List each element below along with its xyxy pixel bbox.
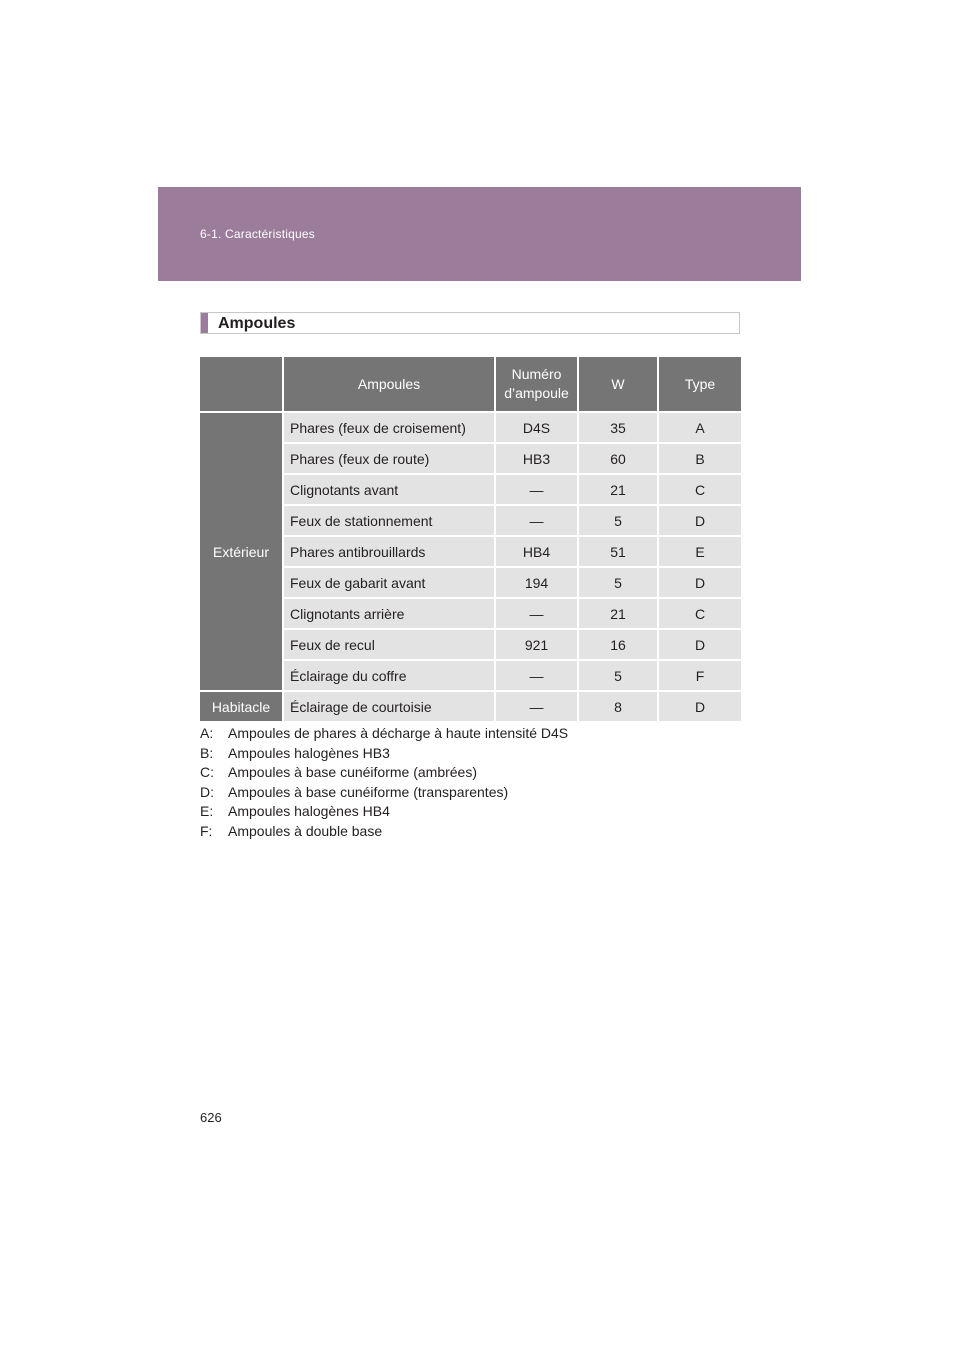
header-cell-bulb-number-line: d’ampoule xyxy=(504,385,569,401)
bulb-name-cell: Feux de recul xyxy=(284,630,496,661)
legend-item xyxy=(200,724,568,744)
bulbs-table xyxy=(200,357,741,723)
watts-cell: 16 xyxy=(579,630,659,661)
section-title-bar xyxy=(200,312,740,334)
type-cell: D xyxy=(659,506,741,537)
bulb-number-cell: — xyxy=(496,692,579,723)
watts-cell: 35 xyxy=(579,411,659,444)
bulb-name-cell: Phares (feux de route) xyxy=(284,444,496,475)
watts-cell: 5 xyxy=(579,661,659,692)
legend-text: Ampoules de phares à décharge à haute intensité D4S xyxy=(228,725,569,741)
header-cell-bulb-number-line: Numéro xyxy=(511,366,562,383)
bulb-number-cell: — xyxy=(496,599,579,630)
bulb-number-cell: 921 xyxy=(496,630,579,661)
type-cell: D xyxy=(659,692,741,723)
table-body xyxy=(200,411,741,723)
legend-key: F: xyxy=(200,822,213,839)
table-row xyxy=(200,411,741,444)
header-cell-type: Type xyxy=(659,357,741,411)
bulb-name-cell: Feux de stationnement xyxy=(284,506,496,537)
legend-text: Ampoules à base cunéiforme (ambrées) xyxy=(228,764,478,780)
watts-cell: 21 xyxy=(579,475,659,506)
type-cell: D xyxy=(659,630,741,661)
bulb-number-cell: 194 xyxy=(496,568,579,599)
section-title: Ampoules xyxy=(218,315,296,332)
watts-cell: 51 xyxy=(579,537,659,568)
bulb-name-cell: Phares (feux de croisement) xyxy=(284,411,496,444)
type-legend xyxy=(200,724,568,841)
legend-item xyxy=(200,802,568,822)
bulb-number-cell: — xyxy=(496,506,579,537)
header-cell-group xyxy=(200,357,284,411)
group-label: Extérieur xyxy=(200,411,284,692)
type-cell: F xyxy=(659,661,741,692)
type-cell: C xyxy=(659,475,741,506)
legend-item xyxy=(200,783,568,803)
header-cell-watts: W xyxy=(579,357,659,411)
legend-key: C: xyxy=(200,764,214,780)
type-cell: E xyxy=(659,537,741,568)
legend-key: E: xyxy=(200,803,214,819)
group-label: Habitacle xyxy=(200,692,284,723)
legend-text: Ampoules halogènes HB3 xyxy=(228,744,390,761)
header-cell-bulbs: Ampoules xyxy=(284,357,496,411)
bulb-name-cell: Clignotants arrière xyxy=(284,599,496,630)
legend-item xyxy=(200,822,568,842)
bulb-number-cell: — xyxy=(496,475,579,506)
watts-cell: 60 xyxy=(579,444,659,475)
bulb-name-cell: Phares antibrouillards xyxy=(284,537,496,568)
bulb-number-cell: D4S xyxy=(496,411,579,444)
chapter-header xyxy=(158,187,801,281)
type-cell: B xyxy=(659,444,741,475)
type-cell: D xyxy=(659,568,741,599)
legend-key: D: xyxy=(200,783,214,800)
watts-cell: 5 xyxy=(579,568,659,599)
legend-text: Ampoules à base cunéiforme (transparentes) xyxy=(228,783,509,800)
watts-cell: 5 xyxy=(579,506,659,537)
section-label: 6-1. Caractéristiques xyxy=(200,227,315,241)
legend-text: Ampoules halogènes HB4 xyxy=(228,803,390,819)
page-number: 626 xyxy=(200,1110,222,1125)
legend-item xyxy=(200,763,568,783)
table-header-row xyxy=(200,357,741,411)
watts-cell: 21 xyxy=(579,599,659,630)
table-row xyxy=(200,692,741,723)
title-accent-bar xyxy=(201,313,208,333)
header-cell-bulb-number xyxy=(496,357,579,411)
bulb-number-cell: HB4 xyxy=(496,537,579,568)
type-cell: A xyxy=(659,411,741,444)
legend-text: Ampoules à double base xyxy=(228,822,383,839)
legend-key: A: xyxy=(200,725,214,741)
legend-key: B: xyxy=(200,744,214,761)
legend-item xyxy=(200,744,568,764)
watts-cell: 8 xyxy=(579,692,659,723)
bulb-name-cell: Clignotants avant xyxy=(284,475,496,506)
bulb-number-cell: HB3 xyxy=(496,444,579,475)
bulb-name-cell: Feux de gabarit avant xyxy=(284,568,496,599)
type-cell: C xyxy=(659,599,741,630)
bulb-name-cell: Éclairage du coffre xyxy=(284,661,496,692)
bulb-name-cell: Éclairage de courtoisie xyxy=(284,692,496,723)
bulb-number-cell: — xyxy=(496,661,579,692)
